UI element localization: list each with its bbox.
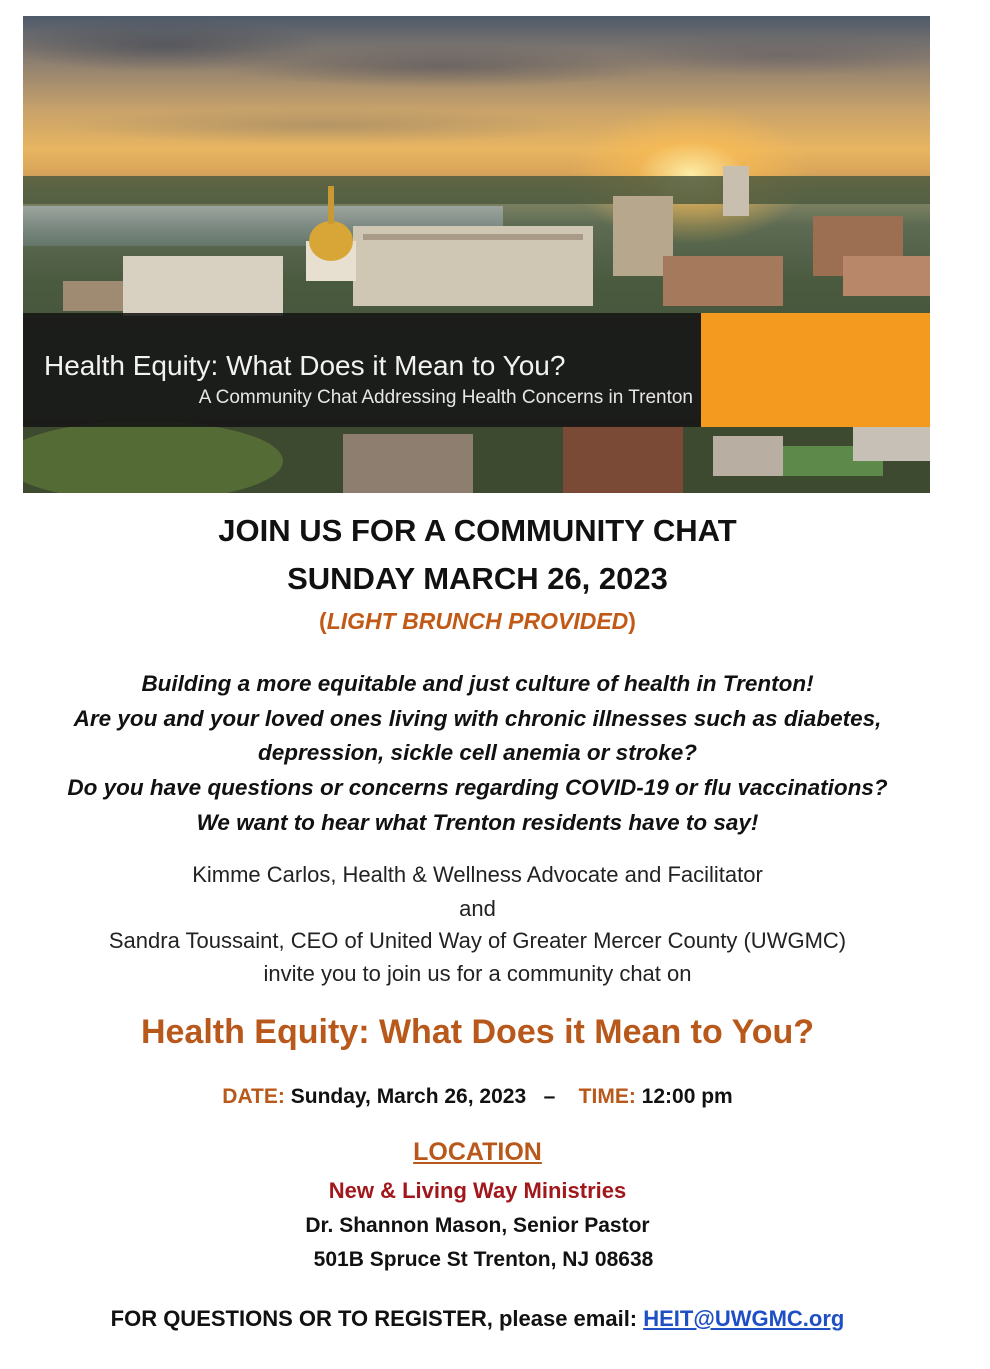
venue-name: New & Living Way Ministries bbox=[328, 1178, 627, 1203]
contact-line bbox=[0, 1306, 955, 1332]
intro-line: We want to hear what Trenton residents have to say! bbox=[196, 810, 759, 835]
host-and: and bbox=[459, 896, 496, 921]
intro-line: depression, sickle cell anemia or stroke? bbox=[258, 740, 697, 765]
pastor-name: Dr. Shannon Mason, Senior Pastor bbox=[305, 1214, 650, 1237]
brunch-open-paren: ( bbox=[319, 608, 327, 634]
intro-line: Building a more equitable and just culture of health in Trenton! bbox=[141, 671, 814, 696]
date-time-row bbox=[0, 1085, 955, 1109]
time-value: 12:00 pm bbox=[641, 1085, 733, 1108]
time-label: TIME: bbox=[578, 1085, 636, 1108]
location-heading: LOCATION bbox=[413, 1138, 542, 1166]
date-value: Sunday, March 26, 2023 bbox=[290, 1085, 527, 1108]
brunch-text: LIGHT BRUNCH PROVIDED bbox=[326, 608, 629, 634]
banner-image bbox=[23, 16, 930, 493]
host-2: Sandra Toussaint, CEO of United Way of Greater Mercer County (UWGMC) bbox=[108, 928, 847, 953]
contact-email-link[interactable]: HEIT@UWGMC.org bbox=[643, 1306, 845, 1331]
headline-join: JOIN US FOR A COMMUNITY CHAT bbox=[218, 513, 737, 548]
date-time-dash: – bbox=[543, 1085, 556, 1108]
banner-subtitle: A Community Chat Addressing Health Concerns in Trenton bbox=[198, 387, 693, 408]
invite-text: invite you to join us for a community chat on bbox=[263, 961, 692, 986]
banner-orange-block bbox=[701, 313, 930, 427]
host-1: Kimme Carlos, Health & Wellness Advocate and Facilitator bbox=[192, 862, 763, 887]
date-label: DATE: bbox=[222, 1085, 285, 1108]
brunch-note bbox=[0, 608, 955, 635]
event-title: Health Equity: What Does it Mean to You? bbox=[140, 1013, 815, 1051]
intro-line: Are you and your loved ones living with chronic illnesses such as diabetes, bbox=[73, 706, 882, 731]
brunch-close-paren: ) bbox=[628, 608, 636, 634]
banner-title: Health Equity: What Does it Mean to You? bbox=[44, 350, 566, 381]
venue-address: 501B Spruce St Trenton, NJ 08638 bbox=[313, 1248, 654, 1271]
intro-line: Do you have questions or concerns regarding COVID-19 or flu vaccinations? bbox=[67, 775, 888, 800]
contact-text: FOR QUESTIONS OR TO REGISTER, please email: bbox=[110, 1306, 644, 1331]
headline-date: SUNDAY MARCH 26, 2023 bbox=[287, 561, 668, 596]
